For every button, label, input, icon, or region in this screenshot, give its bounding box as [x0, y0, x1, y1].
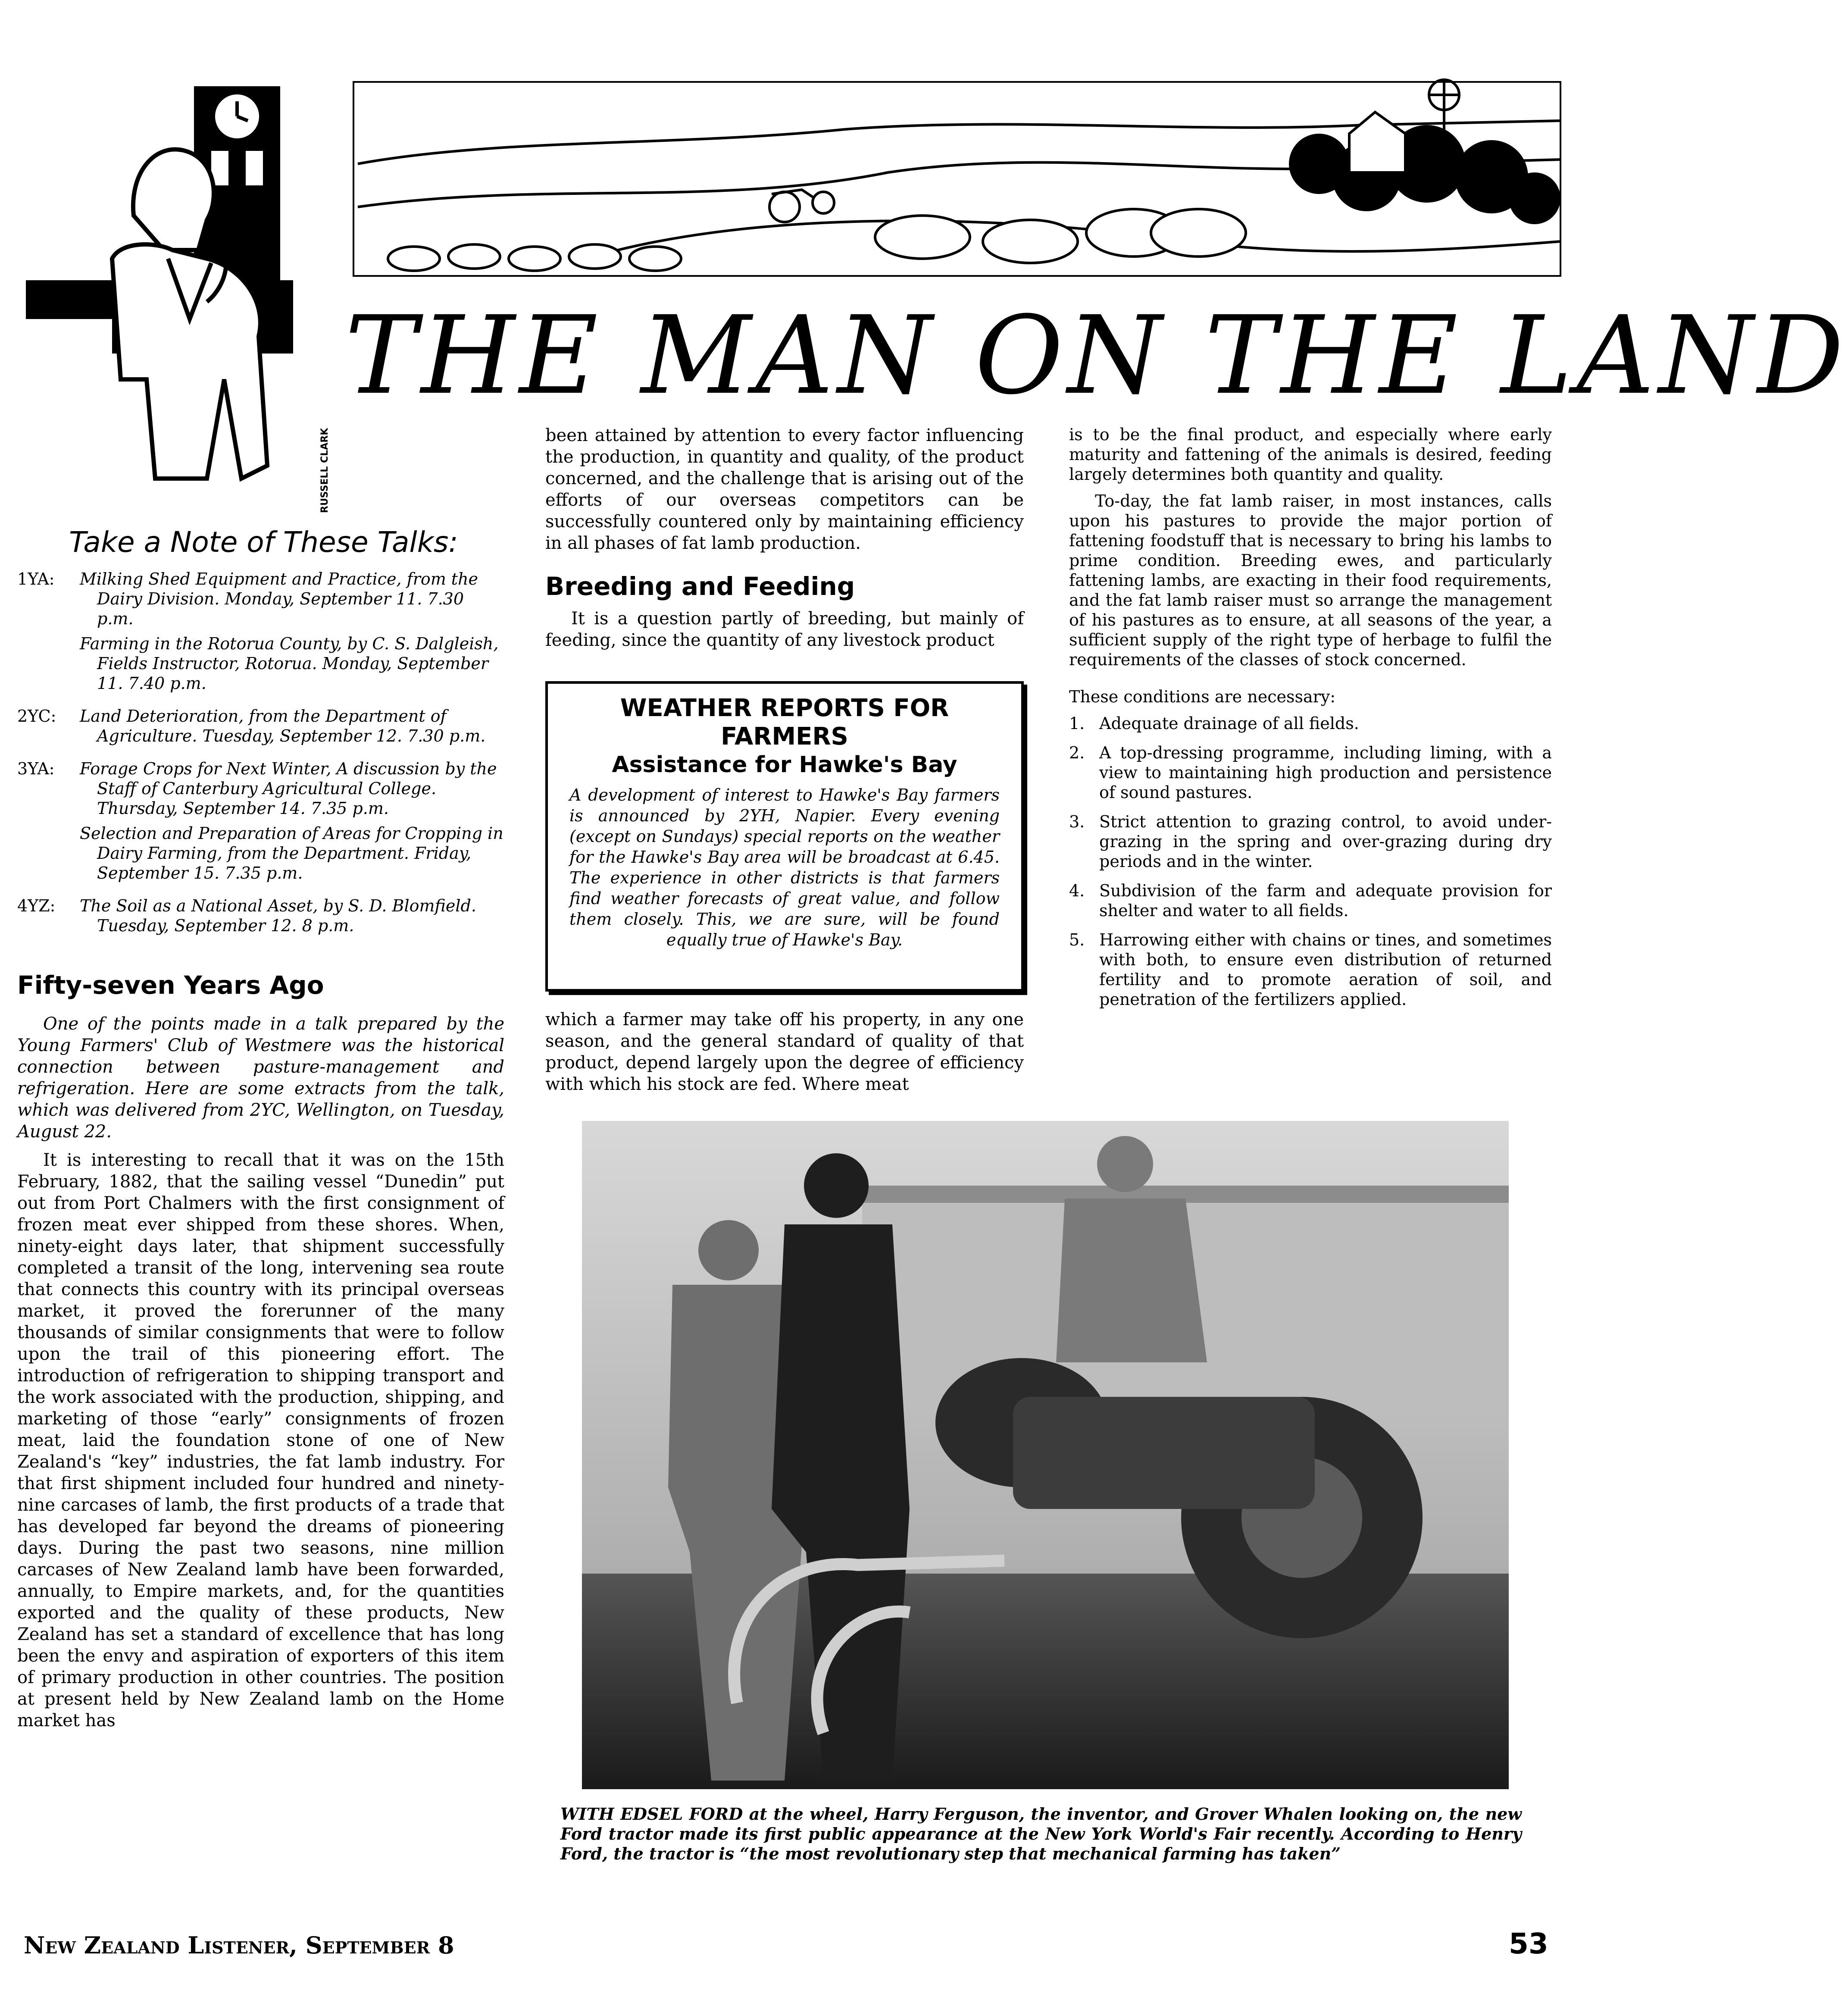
- talk-station-1ya: [17, 569, 504, 698]
- talk-item: Selection and Preparation of Areas for Cropping in Dairy Farming, from the Department. Friday, September 15. 7.35 p.m.: [80, 824, 503, 883]
- weather-subtitle: Assistance for Hawke's Bay: [612, 752, 957, 778]
- middle-column-bottom: [545, 1009, 1024, 1102]
- talk-station-2yc: [17, 706, 504, 751]
- talks-heading: Take a Note of These Talks:: [69, 526, 458, 559]
- article-intro: One of the points made in a talk prepared by the Young Farmers' Club of Westmere was the historical connection between pasture-management and refrigeration. Here are some extracts from the talk, which was delivered from 2YC, Wellington, on Tuesday, August 22.: [17, 1014, 504, 1142]
- talk-item: Farming in the Rotorua County, by C. S. Dalgleish, Fields Instructor, Rotorua. Monday, September 11. 7.40 p.m.: [80, 634, 499, 693]
- condition-item: [1069, 743, 1552, 802]
- talk-item: Milking Shed Equipment and Practice, from the Dairy Division. Monday, September 11. 7.30 p.m.: [80, 570, 478, 628]
- weather-box: [545, 681, 1024, 992]
- photo-caption: WITH EDSEL FORD at the wheel, Harry Ferguson, the inventor, and Grover Whalen looking on, the new Ford tractor made its first public appearance at the New York World's Fair recently. According to Henry Ford, the tractor is “the most revolutionary step that mechanical farming has taken”: [560, 1804, 1522, 1863]
- station-label: 3YA:: [17, 759, 55, 778]
- station-label: 1YA:: [17, 570, 55, 588]
- condition-item: [1069, 812, 1552, 871]
- breeding-heading: Breeding and Feeding: [545, 572, 855, 601]
- fifty-seven-heading: Fifty-seven Years Ago: [17, 970, 324, 1000]
- artist-signature: RUSSELL CLARK: [319, 428, 330, 513]
- footer-publication: New Zealand Listener, September 8: [24, 1931, 454, 1959]
- tractor-photo: [582, 1121, 1509, 1789]
- condition-item: [1069, 881, 1552, 920]
- talk-station-4yz: [17, 896, 504, 941]
- condition-number: 2.: [1069, 743, 1085, 762]
- conditions-intro: These conditions are necessary:: [1069, 687, 1336, 706]
- weather-body: A development of interest to Hawke's Bay farmers is announced by 2YH, Napier. Every evening (except on Sundays) special reports on the weather for the Hawke's Bay area will be broadcast at 6.45. The experience in other districts is that farmers find weather forecasts of great value, and follow them closely. This, we are sure, will be found equally true of Hawke's Bay.: [569, 786, 1000, 949]
- talk-item: Forage Crops for Next Winter, A discussion by the Staff of Canterbury Agricultural College. Thursday, September 14. 7.35 p.m.: [80, 759, 497, 818]
- right-para-2: To-day, the fat lamb raiser, in most instances, calls upon his pastures to provide the major portion of fattening foodstuff that is necessary to bring his lambs to prime condition. Breeding ewes, and particularly fattening lambs, are exacting in their food requirements, and the fat lamb raiser must so arrange the management of his pastures as to ensure, at all seasons of the year, a sufficient supply of the right type of herbage to fulfil the requirements of the classes of stock concerned.: [1069, 491, 1552, 669]
- page-number: 53: [1509, 1927, 1548, 1960]
- talk-station-3ya: [17, 759, 504, 888]
- middle-column-top: [545, 425, 1024, 561]
- conditions-list: [1069, 714, 1552, 1009]
- page-title: THE MAN ON THE LAND: [345, 293, 1848, 418]
- right-column: [1069, 425, 1552, 1019]
- talk-item: Land Deterioration, from the Department of Agriculture. Tuesday, September 12. 7.30 p.m.: [80, 707, 486, 745]
- right-para-1: is to be the final product, and especially where early maturity and fattening of the animals is desired, feeding largely determines both quantity and quality.: [1069, 425, 1552, 484]
- breeding-text: [545, 608, 1024, 658]
- condition-item: [1069, 930, 1552, 1009]
- fifty-seven-article: [17, 1013, 504, 1738]
- article-body: It is interesting to recall that it was on the 15th February, 1882, that the sailing vessel “Dunedin” put out from Port Chalmers with the first consignment of frozen meat ever shipped from these shores. When, ninety-eight days later, that shipment successfully completed a transit of the long, intervening sea route that connects this country with its principal overseas market, it proved the forerunner of the many thousands of similar consignments that were to follow upon the trail of this pioneering effort. The introduction of refrigeration to shipping transport and the work associated with the production, shipping, and marketing of those “early” consignments of frozen meat, laid the foundation stone of one of New Zealand's “key” industries, the fat lamb industry. For that first shipment included four hundred and ninety-nine carcases of lamb, the first products of a trade that has developed far beyond the dreams of pioneering days. During the past two seasons, nine million carcases of New Zealand lamb have been forwarded, annually, to Empire markets, and, for the quantities exported and the quality of these products, New Zealand has set a standard of excellence that has long been the envy and aspiration of exporters of this item of primary production in other countries. The position at present held by New Zealand lamb on the Home market has: [17, 1150, 504, 1731]
- condition-text: Strict attention to grazing control, to avoid under-grazing in the spring and over-grazing during dry periods and in the winter.: [1099, 812, 1552, 871]
- condition-text: A top-dressing programme, including liming, with a view to maintaining high production and persistence of sound pastures.: [1099, 743, 1552, 802]
- condition-item: [1069, 714, 1552, 733]
- condition-number: 3.: [1069, 812, 1085, 831]
- condition-text: Adequate drainage of all fields.: [1099, 714, 1359, 733]
- talks-list: [17, 569, 504, 948]
- feeding-para: which a farmer may take off his property, in any one season, and the general standard of quality of that product, depend largely upon the degree of efficiency with which his stock are fed. Where meat: [545, 1010, 1024, 1094]
- station-label: 2YC:: [17, 707, 56, 726]
- condition-text: Harrowing either with chains or tines, and sometimes with both, to ensure even distribution of returned fertility and to promote aeration of soil, and penetration of the fertilizers applied.: [1099, 930, 1552, 1009]
- continuation-text: been attained by attention to every factor influencing the production, in quantity and quality, of the product concerned, and the challenge that is arising out of the efforts of our overseas competitors can be successfully countered only by maintaining efficiency in all phases of fat lamb production.: [545, 426, 1024, 553]
- condition-number: 1.: [1069, 714, 1085, 733]
- breeding-para: It is a question partly of breeding, but mainly of feeding, since the quantity of any livestock product: [545, 609, 1024, 650]
- condition-number: 5.: [1069, 930, 1085, 949]
- weather-title: WEATHER REPORTS FOR FARMERS: [620, 694, 949, 751]
- condition-number: 4.: [1069, 881, 1085, 900]
- condition-text: Subdivision of the farm and adequate provision for shelter and water to all fields.: [1099, 881, 1552, 920]
- station-label: 4YZ:: [17, 896, 56, 915]
- talk-item: The Soil as a National Asset, by S. D. Blomfield. Tuesday, September 12. 8 p.m.: [80, 896, 476, 935]
